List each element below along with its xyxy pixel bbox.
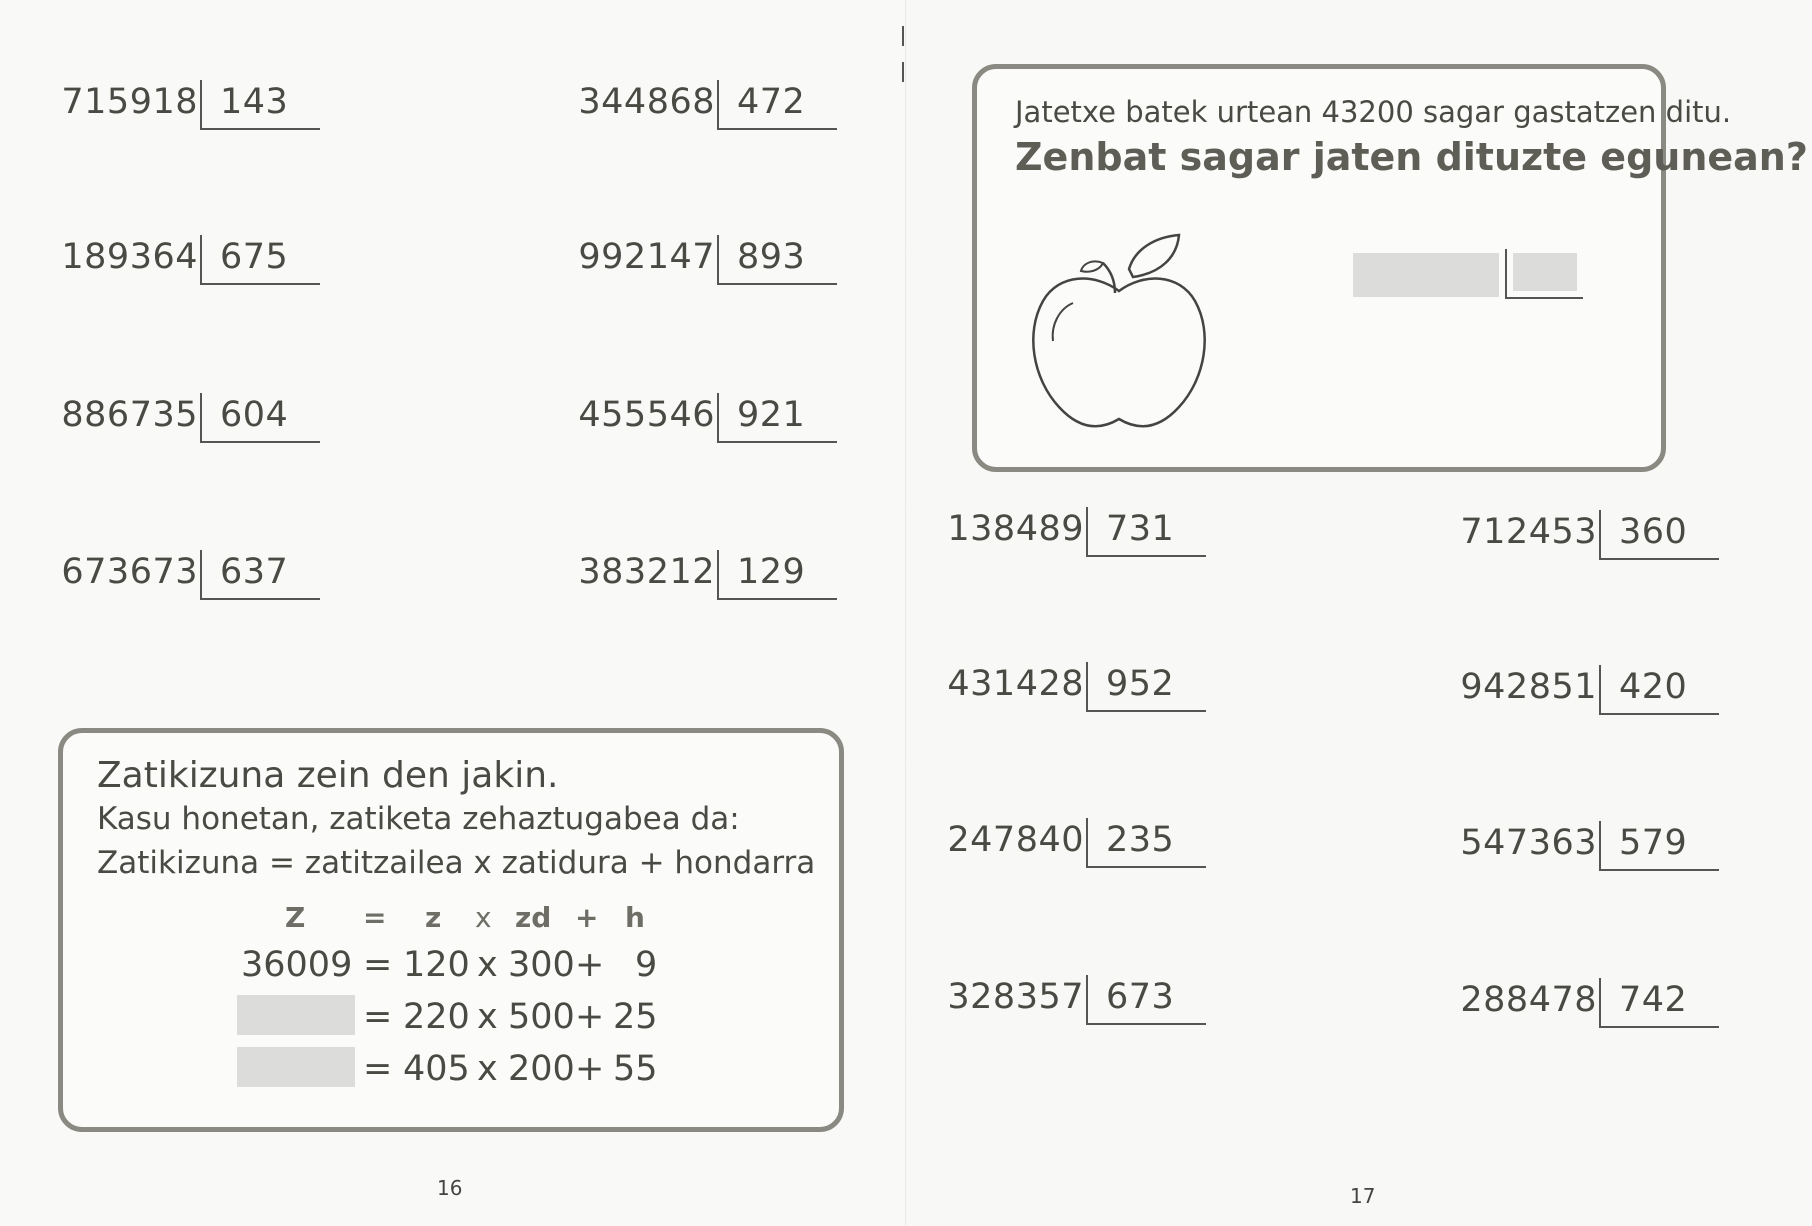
divisor: 360 — [1619, 512, 1688, 552]
division-problem — [567, 235, 837, 285]
dividend: 288478 — [1460, 980, 1597, 1020]
divisor: 143 — [220, 82, 289, 122]
division-problem — [936, 507, 1206, 557]
dividend: 992147 — [578, 237, 715, 277]
divisor: 129 — [737, 552, 806, 592]
divisor: 921 — [737, 395, 806, 435]
division-bracket — [1599, 665, 1719, 715]
page-number: 17 — [1350, 1184, 1376, 1208]
division-problem — [50, 550, 320, 600]
formula-header-x: x — [475, 901, 492, 934]
division-problem — [1449, 821, 1719, 871]
division-problem — [50, 235, 320, 285]
right-page — [906, 0, 1812, 1226]
formula-plus: + — [575, 945, 605, 985]
division-bracket — [717, 80, 837, 130]
dividend: 712453 — [1460, 512, 1597, 552]
answer-blank — [237, 1047, 355, 1087]
division-problem — [567, 393, 837, 443]
division-bracket — [200, 550, 320, 600]
divisor: 742 — [1619, 980, 1688, 1020]
rule-box — [58, 728, 844, 1132]
division-problem — [1449, 665, 1719, 715]
formula-eq: = — [363, 945, 393, 985]
dividend: 344868 — [578, 82, 715, 122]
divisor: 952 — [1106, 664, 1175, 704]
formula-divisor: 220 — [403, 997, 470, 1037]
formula-dividend: 36009 — [241, 945, 353, 985]
dividend: 189364 — [61, 237, 198, 277]
answer-blank — [1513, 253, 1577, 291]
formula-remainder: 25 — [613, 997, 658, 1037]
formula-eq: = — [363, 997, 393, 1037]
division-bracket — [717, 550, 837, 600]
problem-statement: Jatetxe batek urtean 43200 sagar gastatzen ditu. — [1015, 95, 1732, 129]
divisor: 731 — [1106, 509, 1175, 549]
dividend: 247840 — [947, 820, 1084, 860]
dividend: 942851 — [1460, 667, 1597, 707]
divisor: 420 — [1619, 667, 1688, 707]
division-problem — [936, 818, 1206, 868]
dividend: 383212 — [578, 552, 715, 592]
divisor: 637 — [220, 552, 289, 592]
answer-blank — [1353, 253, 1499, 297]
division-problem — [50, 80, 320, 130]
divisor: 235 — [1106, 820, 1175, 860]
division-problem — [936, 662, 1206, 712]
answer-blank — [237, 995, 355, 1035]
division-bracket — [1599, 821, 1719, 871]
division-problem — [936, 975, 1206, 1025]
formula-plus: + — [575, 1049, 605, 1089]
formula-times: x — [477, 1049, 498, 1089]
formula-quotient: 200 — [508, 1049, 575, 1089]
formula-plus: + — [575, 997, 605, 1037]
division-bracket — [1086, 662, 1206, 712]
divisor: 675 — [220, 237, 289, 277]
page-number: 16 — [437, 1176, 463, 1200]
division-bracket — [200, 80, 320, 130]
division-bracket — [717, 235, 837, 285]
dividend: 715918 — [61, 82, 198, 122]
dividend: 547363 — [1460, 823, 1597, 863]
divisor: 893 — [737, 237, 806, 277]
division-problem — [567, 550, 837, 600]
division-bracket — [1599, 978, 1719, 1028]
division-bracket — [200, 235, 320, 285]
division-bracket — [200, 393, 320, 443]
divisor: 579 — [1619, 823, 1688, 863]
division-problem — [1449, 978, 1719, 1028]
dividend: 673673 — [61, 552, 198, 592]
division-bracket — [1505, 249, 1583, 299]
spine-mark — [902, 26, 904, 46]
rule-description: Kasu honetan, zatiketa zehaztugabea da: — [97, 801, 740, 837]
formula-quotient: 300 — [508, 945, 575, 985]
division-problem — [1449, 510, 1719, 560]
division-bracket — [717, 393, 837, 443]
formula-header-Z: Z — [285, 901, 306, 934]
division-problem — [567, 80, 837, 130]
division-bracket — [1086, 507, 1206, 557]
formula-remainder: 55 — [613, 1049, 658, 1089]
division-bracket — [1599, 510, 1719, 560]
formula-divisor: 405 — [403, 1049, 470, 1089]
rule-formula: Zatikizuna = zatitzailea x zatidura + hondarra — [97, 845, 816, 881]
formula-remainder: 9 — [635, 945, 658, 985]
formula-eq: = — [363, 1049, 393, 1089]
divisor: 472 — [737, 82, 806, 122]
formula-quotient: 500 — [508, 997, 575, 1037]
formula-times: x — [477, 997, 498, 1037]
divisor: 673 — [1106, 977, 1175, 1017]
apple-outline-icon — [1019, 229, 1219, 439]
dividend: 328357 — [947, 977, 1084, 1017]
division-bracket — [1086, 818, 1206, 868]
dividend: 886735 — [61, 395, 198, 435]
division-problem — [50, 393, 320, 443]
rule-title: Zatikizuna zein den jakin. — [97, 755, 559, 796]
formula-times: x — [477, 945, 498, 985]
dividend: 138489 — [947, 509, 1084, 549]
division-bracket — [1086, 975, 1206, 1025]
formula-header-zd: zd — [515, 901, 552, 934]
formula-header-eq: = — [363, 901, 387, 934]
formula-header-h: h — [625, 901, 645, 934]
problem-question: Zenbat sagar jaten dituzte egunean? — [1015, 135, 1808, 179]
divisor: 604 — [220, 395, 289, 435]
formula-header-z: z — [425, 901, 442, 934]
dividend: 431428 — [947, 664, 1084, 704]
spine-mark — [902, 62, 904, 82]
problem-box — [972, 64, 1808, 472]
dividend: 455546 — [578, 395, 715, 435]
formula-divisor: 120 — [403, 945, 470, 985]
formula-header-plus: + — [575, 901, 599, 934]
